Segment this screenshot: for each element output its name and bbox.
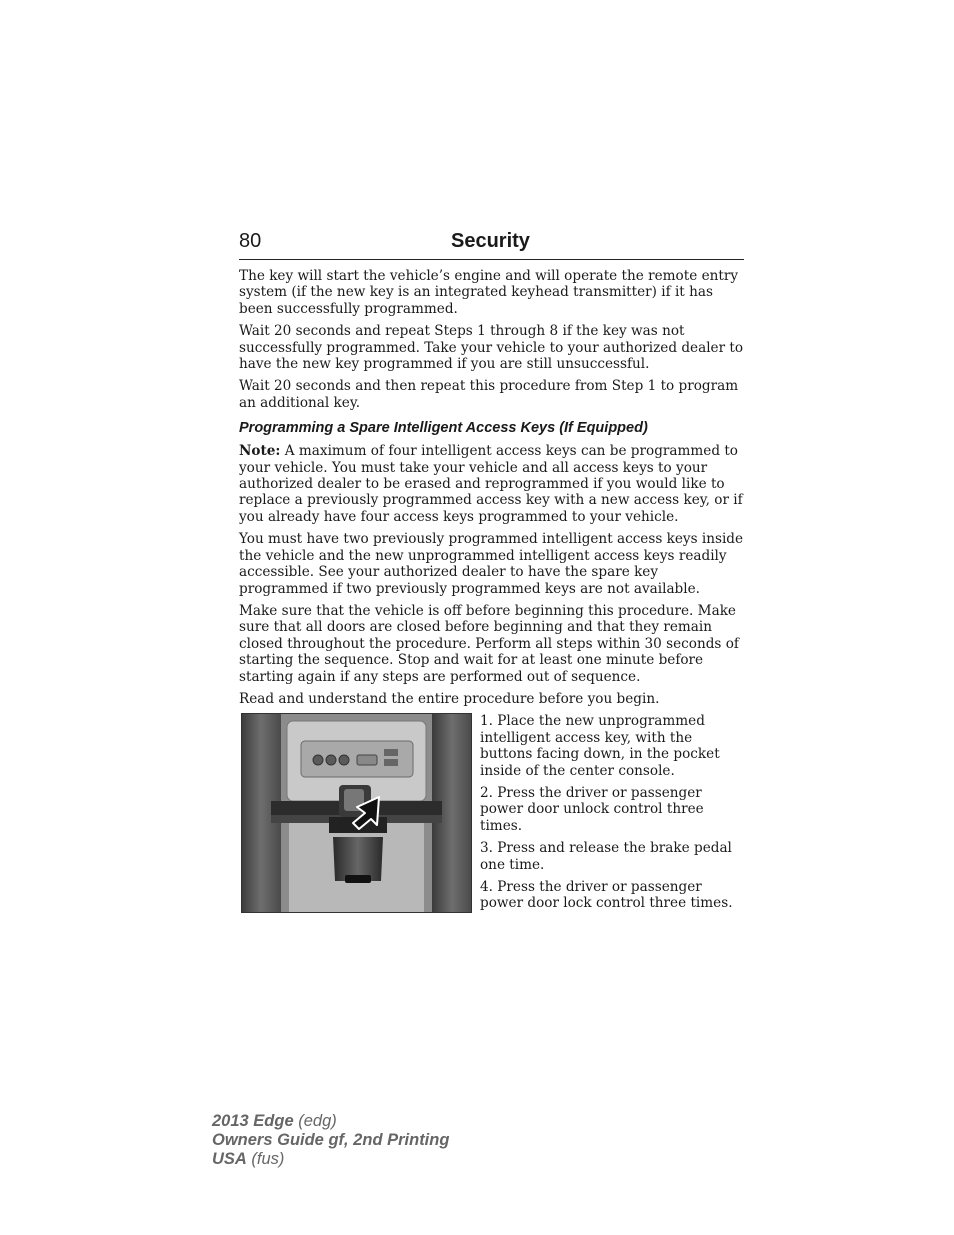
procedure-steps xyxy=(480,713,744,917)
step-item: 4. Press the driver or passenger power door lock control three times. xyxy=(480,879,733,912)
paragraph: Wait 20 seconds and then repeat this procedure from Step 1 to program an additional key. xyxy=(239,378,739,411)
paragraph: You must have two previously programmed intelligent access keys inside the vehicle and the new unprogrammed intelligent access keys readily accessible. See your authorized dealer to have the spare key programmed if two previously programmed keys are not available. xyxy=(239,531,744,597)
note-paragraph xyxy=(239,443,744,525)
step-item: 1. Place the new unprogrammed intelligent access key, with the buttons facing down, in the pocket inside of the center console. xyxy=(480,713,720,779)
paragraph: Make sure that the vehicle is off before beginning this procedure. Make sure that all doors are closed before beginning and that they remain closed throughout the procedure. Perform all steps within 30 seconds of starting the sequence. Stop and wait for at least one minute before starting again if any steps are performed out of sequence. xyxy=(239,602,739,685)
footer-model: 2013 Edge xyxy=(212,1112,294,1130)
step-item: 3. Press and release the brake pedal one time. xyxy=(480,840,732,873)
paragraph: Wait 20 seconds and repeat Steps 1 through 8 if the key was not successfully programmed. Take your vehicle to your authorized dealer to have the new key programmed if you are still unsuccessful. xyxy=(239,323,744,373)
footer-line-2: Owners Guide gf, 2nd Printing xyxy=(212,1131,450,1149)
page-number: 80 xyxy=(239,230,262,252)
section-subheading: Programming a Spare Intelligent Access Keys (If Equipped) xyxy=(239,420,648,437)
paragraph: The key will start the vehicle’s engine and will operate the remote entry system (if the new key is an integrated keyhead transmitter) if it has been successfully programmed. xyxy=(239,268,739,317)
procedure-with-figure xyxy=(239,713,744,913)
footer-line-3 xyxy=(212,1150,449,1169)
footer-market: USA xyxy=(212,1150,247,1168)
center-console-key-pocket-illustration xyxy=(241,713,472,913)
footer-line-1 xyxy=(212,1112,449,1131)
footer-model-code: (edg) xyxy=(293,1112,337,1130)
page-title: Security xyxy=(451,230,530,252)
note-label: Note: xyxy=(239,443,281,460)
page-header xyxy=(239,229,744,260)
step-item: 2. Press the driver or passenger power door unlock control three times. xyxy=(480,784,704,834)
page-body xyxy=(239,268,744,913)
paragraph: Read and understand the entire procedure before you begin. xyxy=(239,690,660,707)
footer-market-code: (fus) xyxy=(246,1150,285,1168)
document-footer xyxy=(212,1112,449,1169)
note-text: A maximum of four intelligent access keys can be programmed to your vehicle. You must take your vehicle and all access keys to your authorized dealer to be erased and reprogrammed if you would like to replace a previously programmed access key with a new access key, or if you already have four access keys programmed to your vehicle. xyxy=(239,443,743,525)
